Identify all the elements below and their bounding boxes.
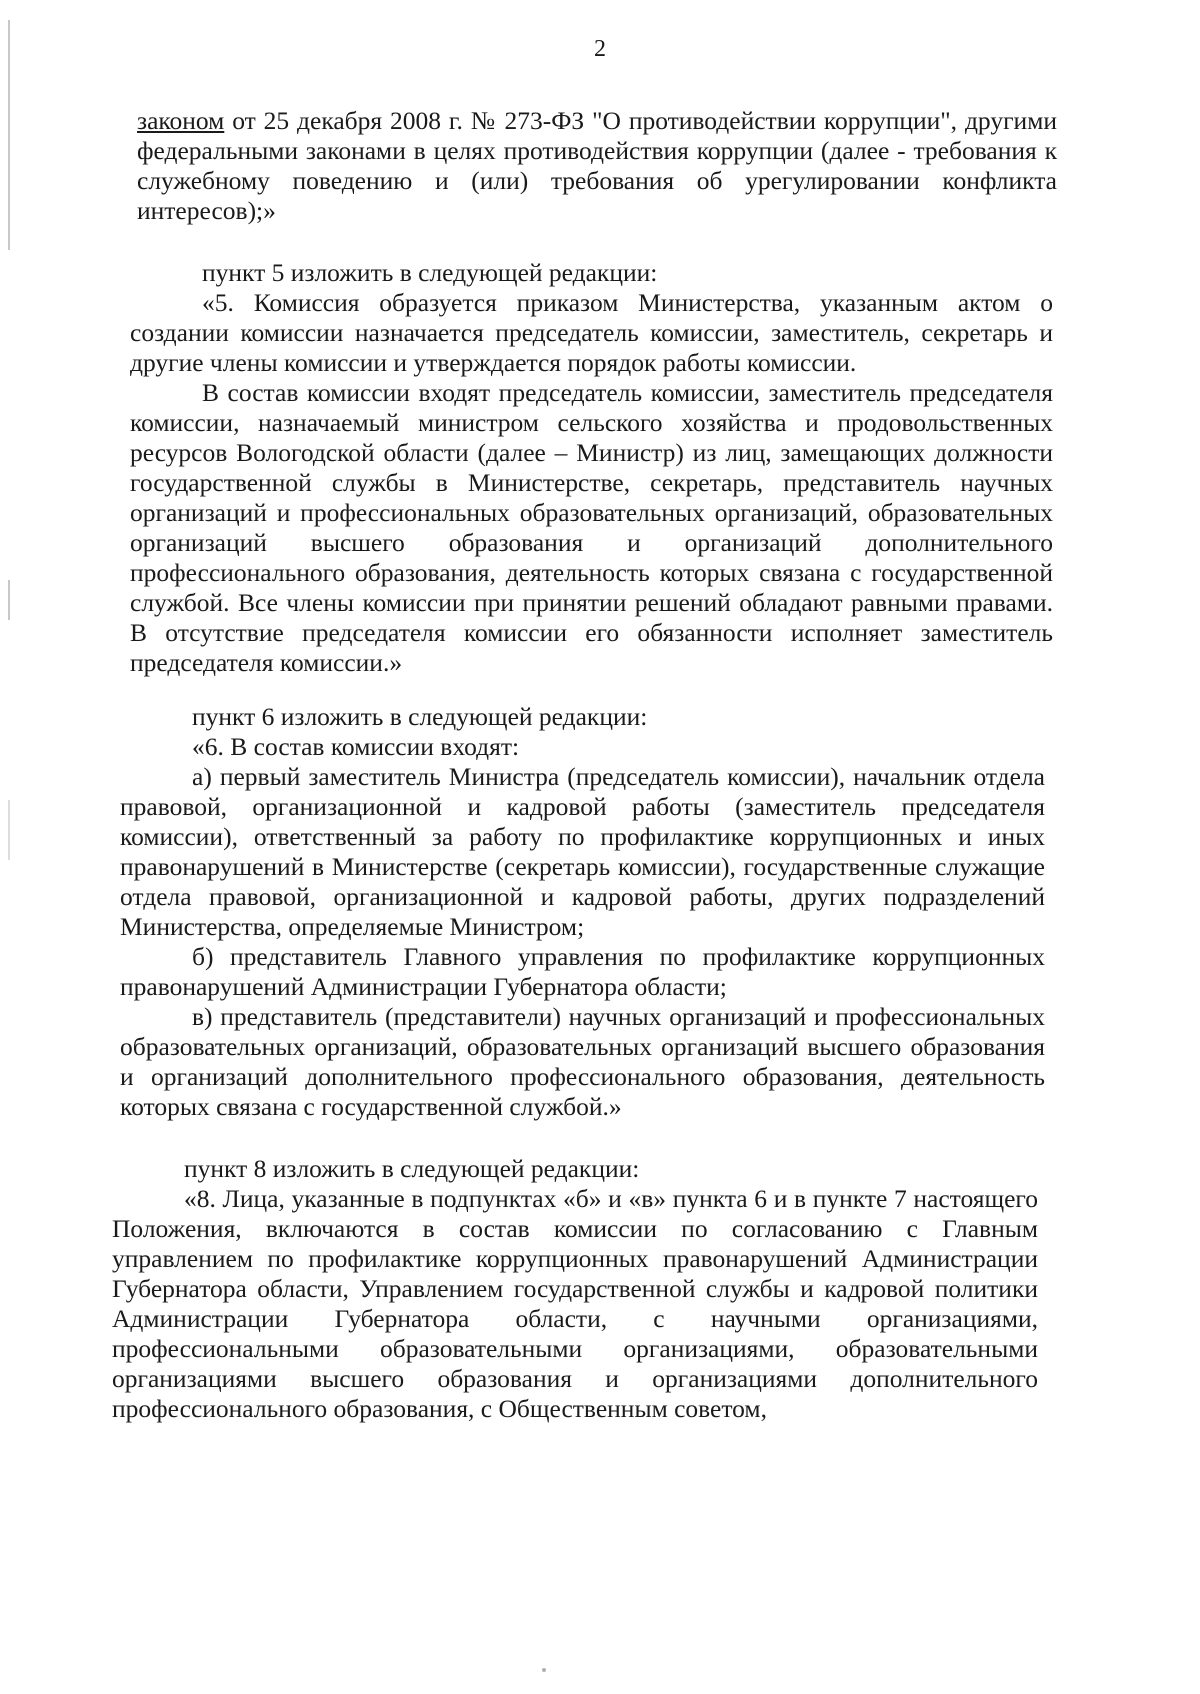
section-5-paragraph-2: В состав комиссии входят председатель комиссии, заместитель председателя комиссии, назначаемый министром сельского хозяйства и продовольственных ресурсов Вологодской области (далее – Министр) из лиц, замещающих должности государственной службы в Министерстве, секретарь, представитель научных организаций и профессиональных образовательных организаций, образовательных организаций высшего образования и организаций дополнительного профессионального образования, деятельность которых связана с государственной службой. Все члены комиссии при принятии решений обладают равными правами. В отсутствие председателя комиссии его обязанности исполняет заместитель председателя комиссии.» [130, 378, 1053, 677]
section-6 [120, 702, 1045, 1122]
intro-paragraph [137, 106, 1057, 226]
section-8-paragraph-1: «8. Лица, указанные в подпунктах «б» и «в» пункта 6 и в пункте 7 настоящего Положения, включаются в состав комиссии по согласованию с Главным управлением по профилактике коррупционных правонарушений Администрации Губернатора области, Управлением государственной службы и кадровой политики Администрации Губернатора области, с научными организациями, профессиональными образовательными организациями, образовательными организациями высшего образования и организациями дополнительного профессионального образования, с Общественным советом, [112, 1184, 1038, 1423]
page-number: 2 [594, 36, 606, 62]
section-6-item-v: в) представитель (представители) научных организаций и профессиональных образовательных организаций, образовательных организаций высшего образования и организаций дополнительного профессионального образования, деятельность которых связана с государственной службой.» [120, 1002, 1045, 1121]
section-6-intro: «6. В состав комиссии входят: [192, 732, 520, 761]
section-5 [130, 258, 1053, 678]
section-8 [112, 1154, 1038, 1424]
law-link[interactable]: законом [137, 106, 225, 135]
intro-text: от 25 декабря 2008 г. № 273-ФЗ "О противодействии коррупции", другими федеральными законами в целях противодействия коррупции (далее - требования к служебному поведению и (или) требования об урегулировании конфликта интересов);» [137, 106, 1057, 225]
section-6-heading: пункт 6 изложить в следующей редакции: [192, 702, 648, 731]
section-6-item-a: а) первый заместитель Министра (председатель комиссии), начальник отдела правовой, организационной и кадровой работы (заместитель председателя комиссии), ответственный за работу по профилактике коррупционных и иных правонарушений в Министерстве (секретарь комиссии), государственные служащие отдела правовой, организационной и кадровой работы, других подразделений Министерства, определяемые Министром; [120, 762, 1045, 941]
section-5-paragraph-1: «5. Комиссия образуется приказом Министерства, указанным актом о создании комиссии назначается председатель комиссии, заместитель, секретарь и другие члены комиссии и утверждается порядок работы комиссии. [130, 288, 1053, 377]
scan-mark [8, 800, 10, 860]
scan-mark [8, 580, 10, 620]
section-5-heading: пункт 5 изложить в следующей редакции: [202, 258, 658, 287]
scan-dot [542, 1668, 546, 1672]
section-8-heading: пункт 8 изложить в следующей редакции: [184, 1154, 640, 1183]
section-6-item-b: б) представитель Главного управления по профилактике коррупционных правонарушений Администрации Губернатора области; [120, 942, 1045, 1001]
